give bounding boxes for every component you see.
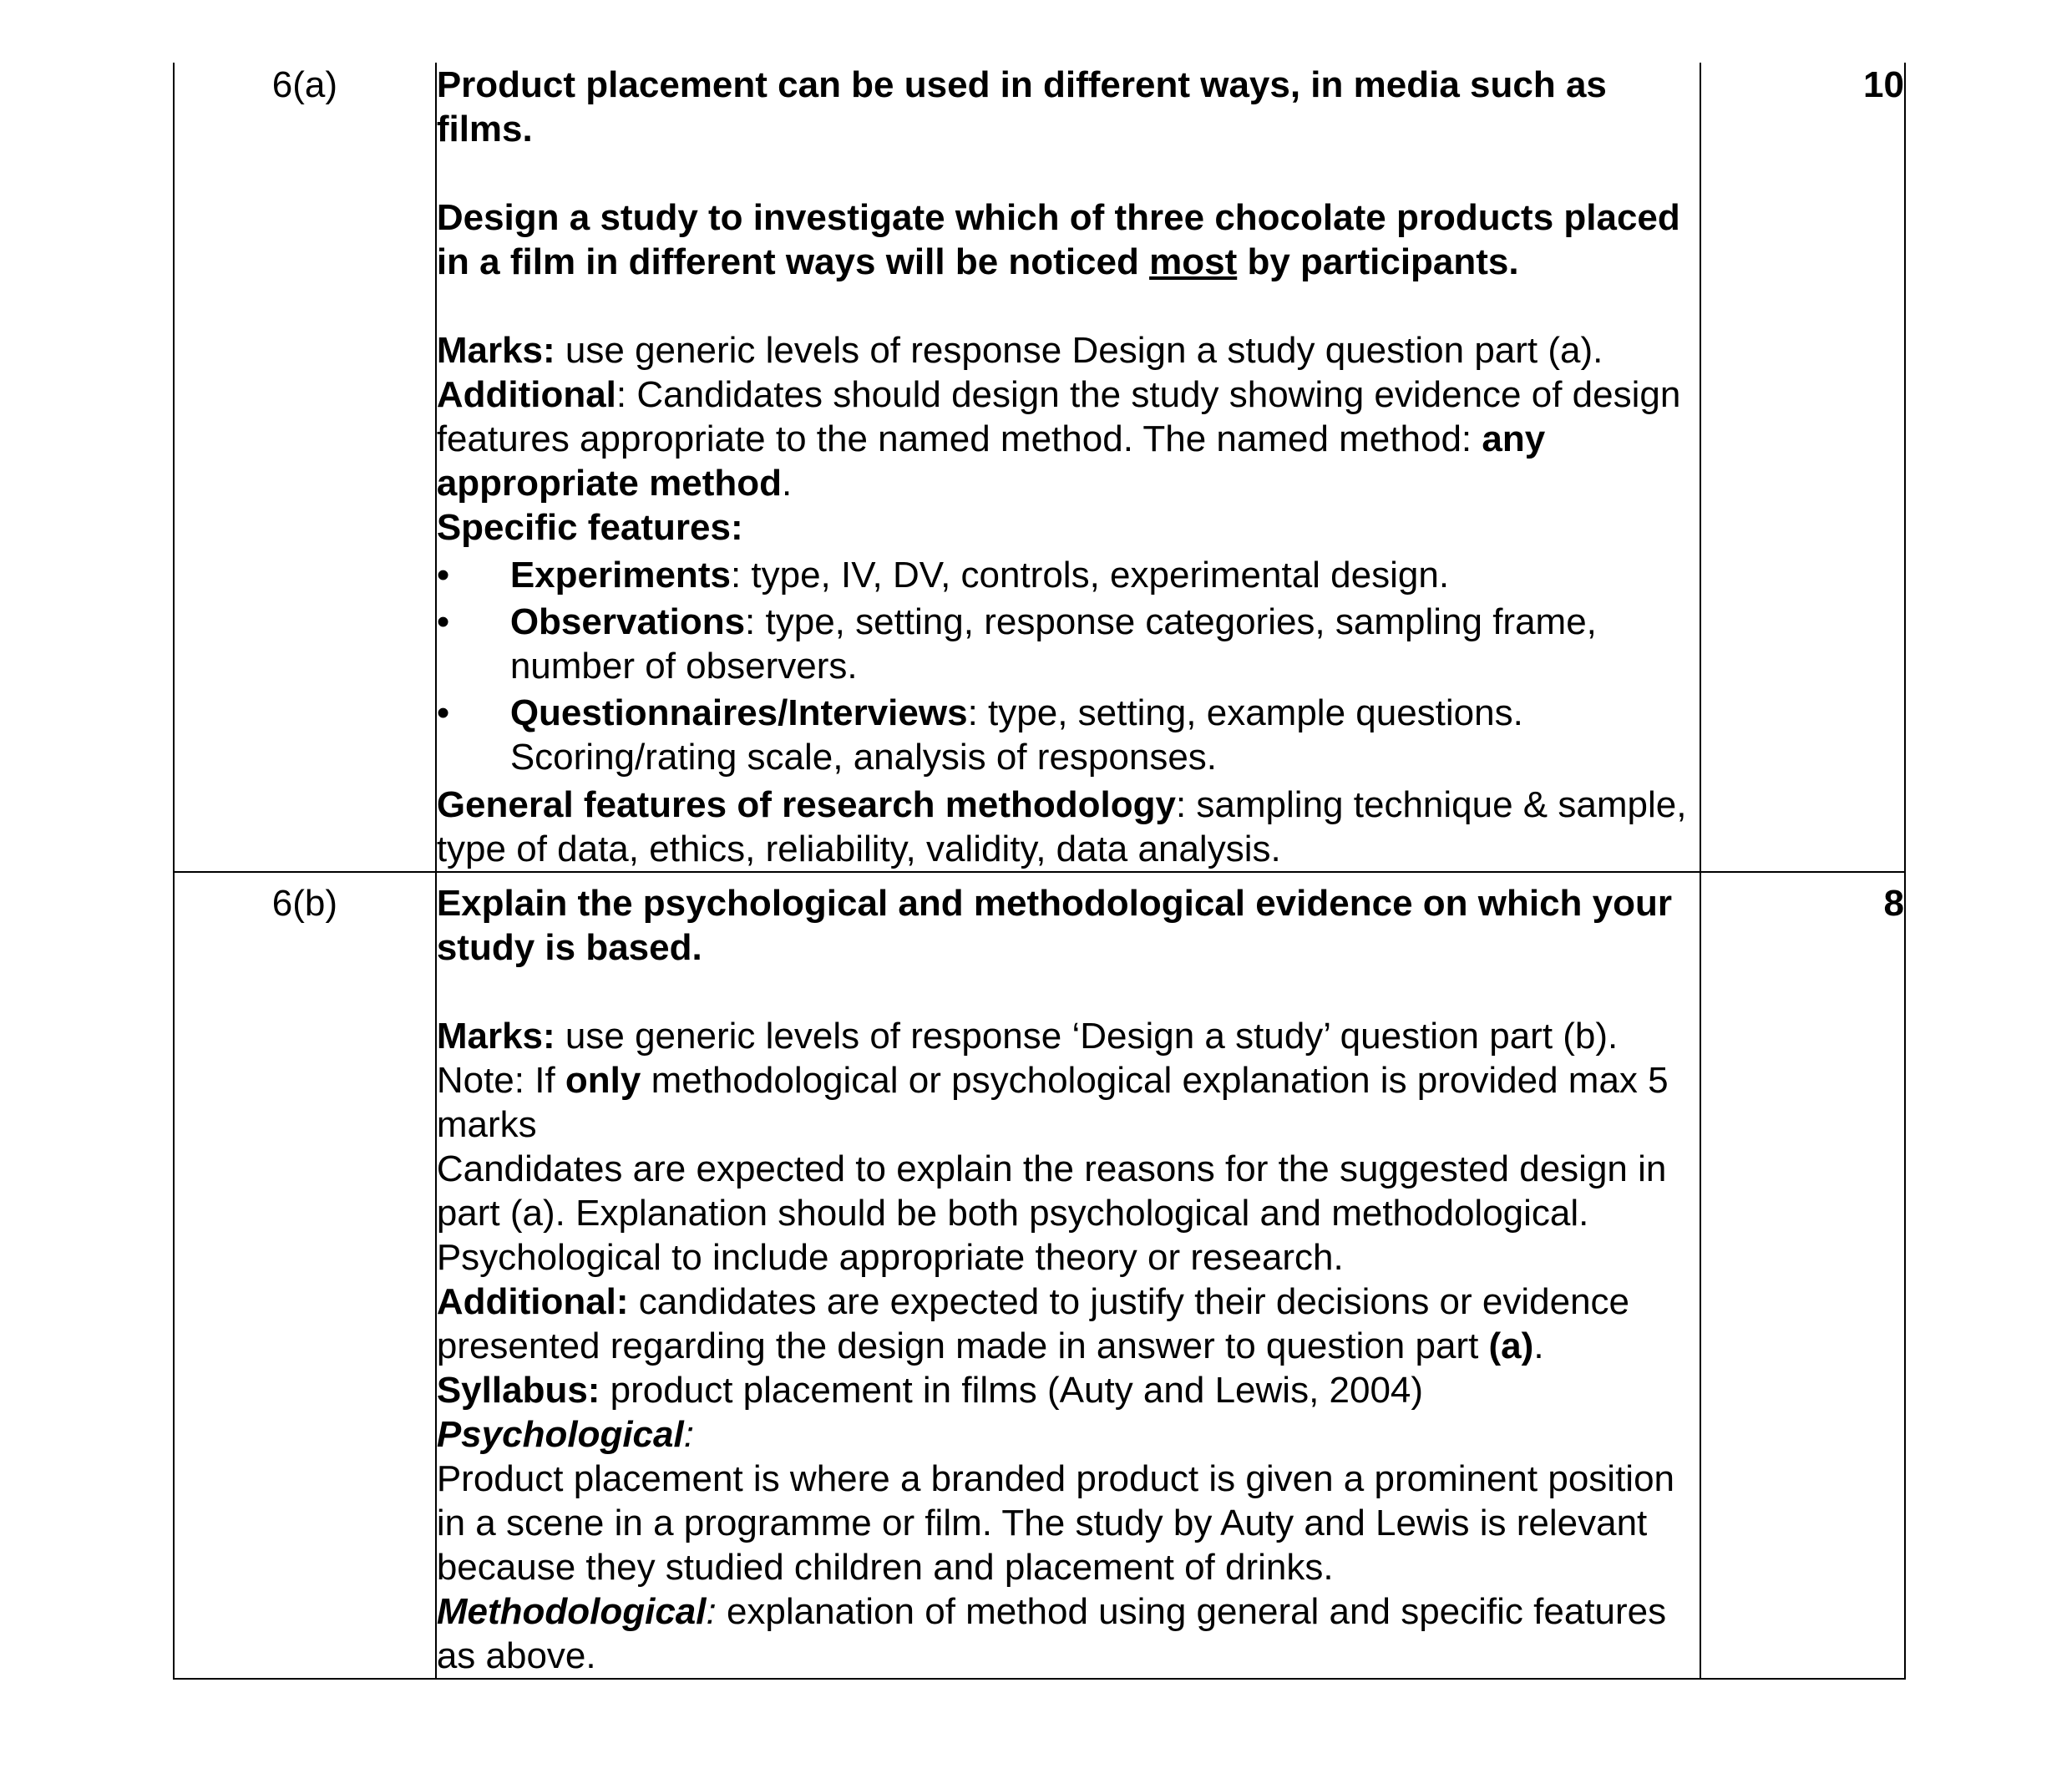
table-row xyxy=(174,872,1905,1679)
only-note: Note: If only methodological or psychological explanation is provided max 5 marks xyxy=(436,1060,1669,1145)
mark-scheme-table xyxy=(173,63,1906,1680)
marks-note: Marks: use generic levels of response ‘Design a study’ question part (b). xyxy=(436,1016,1619,1057)
question-text: Explain the psychological and methodological evidence on which your study is based. xyxy=(436,883,1672,968)
specific-features-heading: Specific features: xyxy=(436,507,743,548)
marks-value: 10 xyxy=(1700,63,1905,872)
list-item: • Experiments: type, IV, DV, controls, experimental design. xyxy=(436,555,1450,596)
question-number: 6(b) xyxy=(174,872,436,1679)
general-features-note: General features of research methodology: sampling technique & sample, type of data, ethics, reliability, validity, data analysis. xyxy=(436,784,1687,869)
features-list xyxy=(437,553,1700,779)
syllabus-note: Syllabus: product placement in films (Auty and Lewis, 2004) xyxy=(436,1370,1424,1411)
bullet-icon: • xyxy=(436,555,450,596)
additional-note: Additional: Candidates should design the study showing evidence of design features appropriate to the named method. The named method: any appropriate method. xyxy=(436,374,1681,504)
bullet-icon: • xyxy=(436,692,450,733)
marks-note: Marks: use generic levels of response Design a study question part (a). xyxy=(436,330,1603,371)
bullet-icon: • xyxy=(436,601,450,642)
list-item: • Questionnaires/Interviews: type, setting, example questions. Scoring/rating scale, analysis of responses. xyxy=(436,692,1523,778)
question-text: Design a study to investigate which of three chocolate products placed in a film in different ways will be noticed most by participants. xyxy=(436,197,1680,282)
candidates-note: Candidates are expected to explain the reasons for the suggested design in part (a). Explanation should be both psychological and methodological. Psychological to include appropriate theory or research. xyxy=(436,1148,1667,1278)
question-text: Product placement can be used in different ways, in media such as films. xyxy=(436,64,1607,150)
psychological-heading: Psychological: xyxy=(436,1414,694,1455)
answer-cell xyxy=(436,872,1700,1679)
list-item: • Observations: type, setting, response categories, sampling frame, number of observers. xyxy=(436,601,1597,687)
question-number: 6(a) xyxy=(174,63,436,872)
marks-value: 8 xyxy=(1700,872,1905,1679)
additional-note: Additional: candidates are expected to justify their decisions or evidence presented regarding the design made in answer to question part (a). xyxy=(436,1281,1630,1366)
emphasis-underlined: most xyxy=(1149,241,1238,282)
table-row xyxy=(174,63,1905,872)
answer-cell xyxy=(436,63,1700,872)
methodological-note: Methodological: explanation of method using general and specific features as above. xyxy=(436,1591,1667,1676)
psychological-text: Product placement is where a branded product is given a prominent position in a scene in a programme or film. The study by Auty and Lewis is relevant because they studied children and placement of drinks. xyxy=(436,1458,1675,1588)
